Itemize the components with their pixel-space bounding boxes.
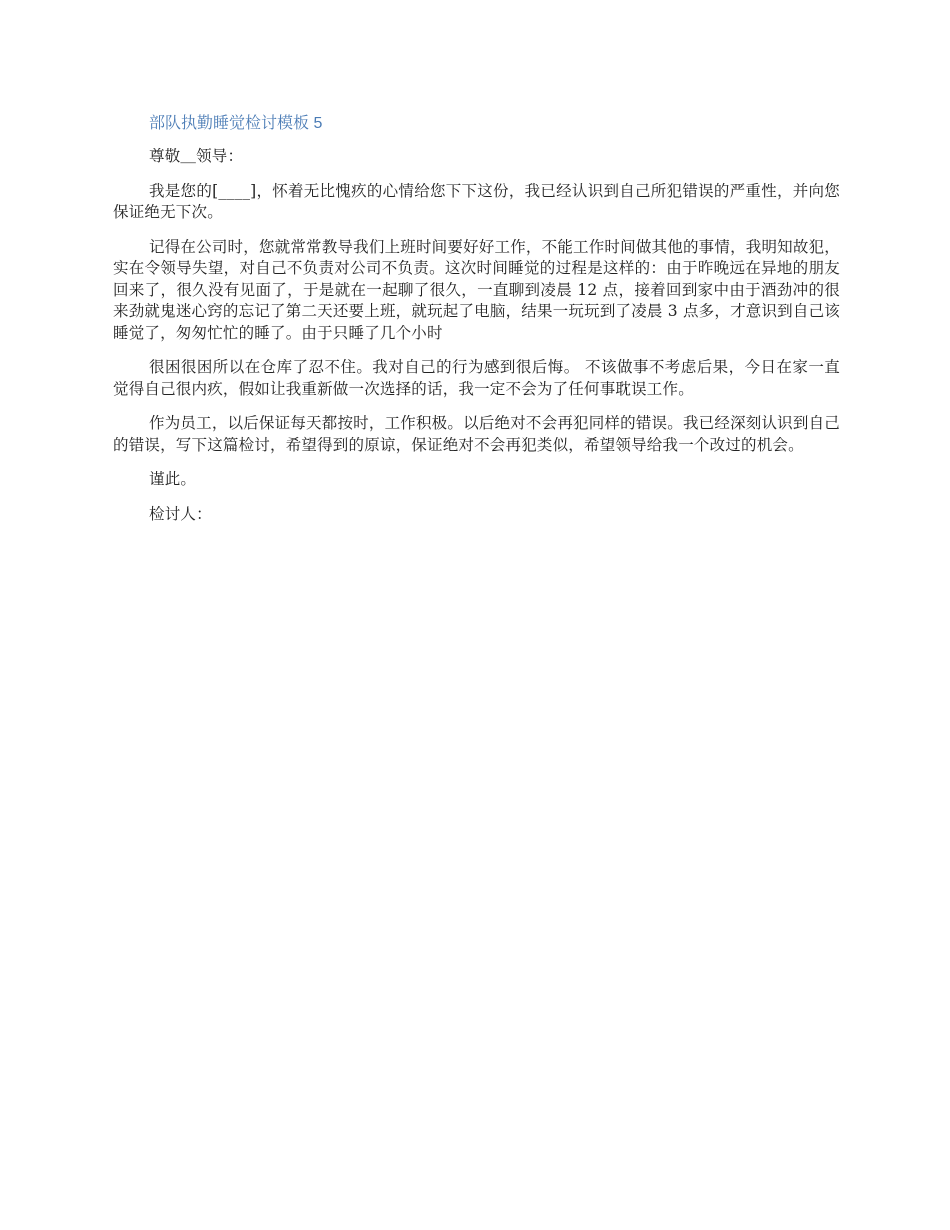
paragraph-4: 作为员工，以后保证每天都按时，工作积极。以后绝对不会再犯同样的错误。我已经深刻认识到自己的错误，写下这篇检讨，希望得到的原谅，保证绝对不会再犯类似，希望领导给我一个改过的机会。 xyxy=(113,414,840,454)
salutation: 尊敬＿领导： xyxy=(149,147,244,165)
closing: 谨此。 xyxy=(149,470,197,488)
signature-label: 检讨人： xyxy=(149,504,212,523)
paragraph-3: 很困很困所以在仓库了忍不住。我对自己的行为感到很后悔。 不该做事不考虑后果，今日在家一直觉得自己很内疚，假如让我重新做一次选择的话，我一定不会为了任何事耽误工作。 xyxy=(113,358,840,398)
document-title: 部队执勤睡觉检讨模板 5 xyxy=(149,115,323,132)
document-page xyxy=(113,112,840,538)
paragraph-2: 记得在公司时，您就常常教导我们上班时间要好好工作，不能工作时间做其他的事情，我明知故犯，实在令领导失望，对自己不负责对公司不负责。这次时间睡觉的过程是这样的：由于昨晚远在异地的朋友回来了，很久没有见面了，于是就在一起聊了很久，一直聊到凌晨 12 点，接着回到家中由于酒劲冲的很来劲就鬼迷心窍的忘记了第二天还要上班，就玩起了电脑，结果一玩玩到了凌晨 3 点多，才意识到自己该睡觉了，匆匆忙忙的睡了。由于只睡了几个小时 xyxy=(113,237,840,342)
paragraph-1: 我是您的[____]，怀着无比愧疚的心情给您下下这份，我已经认识到自己所犯错误的严重性，并向您保证绝无下次。 xyxy=(113,181,840,221)
